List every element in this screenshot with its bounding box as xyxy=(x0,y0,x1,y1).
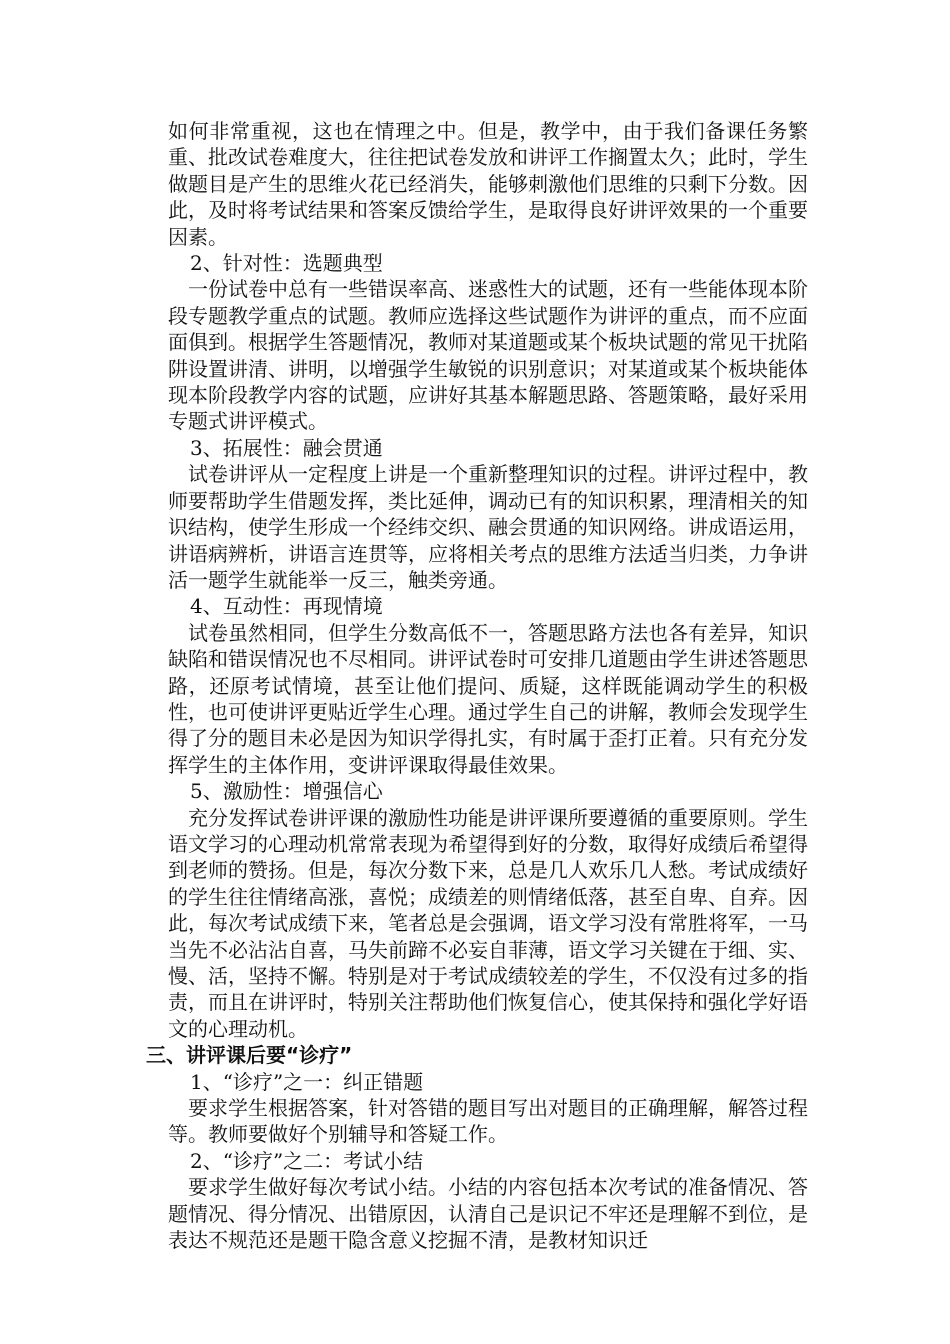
paragraph-motivation: 充分发挥试卷讲评课的激励性功能是讲评课所要遵循的重要原则。学生语文学习的心理动机常常表现为希望得到好的分数，取得好成绩后希望得到老师的赞扬。但是，每次分数下来，总是几人欢乐几人愁。考试成绩好的学生往往情绪高涨，喜悦；成绩差的则情绪低落，甚至自卑、自弃。因此，每次考试成绩下来，笔者总是会强调，语文学习没有常胜将军，一马当先不必沾沾自喜，马失前蹄不必妄自菲薄，语文学习关键在于细、实、慢、活，坚持不懈。特别是对于考试成绩较差的学生，不仅没有过多的指责，而且在讲评时，特别关注帮助他们恢复信心，使其保持和强化学好语文的心理动机。 xyxy=(168,805,808,1041)
paragraph-intro: 如何非常重视，这也在情理之中。但是，教学中，由于我们备课任务繁重、批改试卷难度大，往往把试卷发放和讲评工作搁置太久；此时，学生做题目是产生的思维火花已经消失，能够刺激他们思维的只剩下分数。因此，及时将考试结果和答案反馈给学生，是取得良好讲评效果的一个重要因素。 xyxy=(168,119,808,249)
document-body xyxy=(146,118,808,1253)
subheading-interaction: 4、互动性：再现情境 xyxy=(190,594,383,619)
subheading-motivation: 5、激励性：增强信心 xyxy=(190,779,383,804)
subheading-correct-errors: 1、“诊疗”之一：纠正错题 xyxy=(190,1069,424,1094)
subheading-targeted: 2、针对性：选题典型 xyxy=(190,251,383,276)
paragraph-exam-summary: 要求学生做好每次考试小结。小结的内容包括本次考试的准备情况、答题情况、得分情况、出错原因，认清自己是识记不牢还是理解不到位，是表达不规范还是题干隐含意义挖掘不清，是教材知识迁 xyxy=(168,1175,808,1253)
paragraph-targeted: 一份试卷中总有一些错误率高、迷惑性大的试题，还有一些能体现本阶段专题教学重点的试题。教师应选择这些试题作为讲评的重点，而不应面面俱到。根据学生答题情况，教师对某道题或某个板块试题的常见干扰陷阱设置讲清、讲明，以增强学生敏锐的识别意识；对某道或某个板块能体现本阶段教学内容的试题，应讲好其基本解题思路、答题策略，最好采用专题式讲评模式。 xyxy=(168,277,808,434)
subheading-extension: 3、拓展性：融会贯通 xyxy=(190,435,383,460)
paragraph-interaction: 试卷虽然相同，但学生分数高低不一，答题思路方法也各有差异，知识缺陷和错误情况也不尽相同。讲评试卷时可安排几道题由学生讲述答题思路，还原考试情境，甚至让他们提问、质疑，这样既能调动学生的积极性，也可使讲评更贴近学生心理。通过学生自己的讲解，教师会发现学生得了分的题目未必是因为知识学得扎实，有时属于歪打正着。只有充分发挥学生的主体作用，变讲评课取得最佳效果。 xyxy=(168,620,808,777)
paragraph-correct-errors: 要求学生根据答案，针对答错的题目写出对题目的正确理解，解答过程等。教师要做好个别辅导和答疑工作。 xyxy=(168,1096,808,1147)
subheading-exam-summary: 2、“诊疗”之二：考试小结 xyxy=(190,1148,424,1173)
section-heading-after-class: 三、讲评课后要“诊疗” xyxy=(146,1043,353,1068)
paragraph-extension: 试卷讲评从一定程度上讲是一个重新整理知识的过程。讲评过程中，教师要帮助学生借题发挥，类比延伸，调动已有的知识积累，理清相关的知识结构，使学生形成一个经纬交织、融会贯通的知识网络。讲成语运用，讲语病辨析，讲语言连贯等，应将相关考点的思维方法适当归类，力争讲活一题学生就能举一反三，触类旁通。 xyxy=(168,462,808,592)
